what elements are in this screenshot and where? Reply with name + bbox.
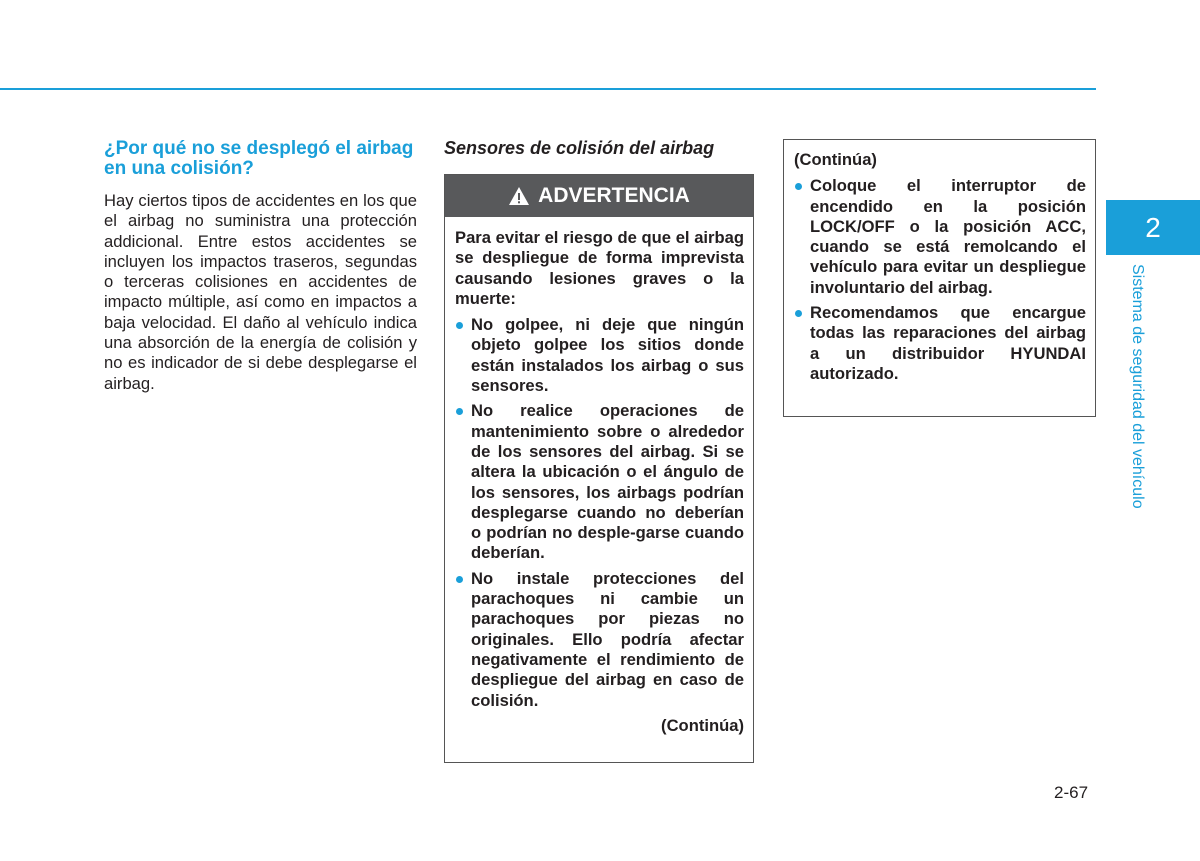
continues-label: (Continúa) (661, 715, 744, 735)
sensors-section-title: Sensores de colisión del airbag (444, 138, 715, 158)
column-why-airbag-not-deployed (104, 139, 417, 394)
page-number: 2-67 (1054, 783, 1089, 802)
continued-header: (Continúa) (794, 150, 877, 169)
warning-label: ADVERTENCIA (538, 184, 690, 207)
warning-content (445, 217, 753, 736)
warning-bullet: No instale protecciones del parachoques ni cambie un parachoques por piezas no originales. Ello podría afectar negativamente el rendimiento de despliegue del airbag en caso de colisión. (455, 569, 744, 711)
body-paragraph: Hay ciertos tipos de accidentes en los que el airbag no suministra una protección addicional. Entre estos accidentes se incluyen los impactos traseros, segundas o terceras colisiones en accidentes de impacto múltiple, así como en impactos a baja velocidad. El daño al vehículo indica una absorción de la energía de colisión y no es indicador de si debe desplegarse el airbag. (104, 191, 417, 393)
warning-intro: Para evitar el riesgo de que el airbag se despliegue de forma imprevista causando lesiones graves o la muerte: (455, 228, 744, 308)
chapter-tab: 2 (1106, 200, 1200, 255)
continued-bullet: Recomendamos que encargue todas las reparaciones del airbag a un distribuidor HYUNDAI autorizado. (794, 303, 1086, 384)
warning-header (445, 175, 753, 217)
continued-warning-box (783, 139, 1096, 417)
warning-bullet: No golpee, ni deje que ningún objeto golpee los sitios donde están instalados los airbag o sus sensores. (455, 315, 744, 396)
warning-bullet: No realice operaciones de mantenimiento sobre o alrededor de los sensores del airbag. Si se altera la ubicación o el ángulo de los sensores, los airbags podrían desplegarse cuando no deberían o podrían no desple-garse cuando deberían. (455, 401, 744, 563)
warning-box (444, 174, 754, 763)
section-heading: ¿Por qué no se desplegó el airbag en una colisión? (104, 138, 414, 179)
warning-triangle-icon (508, 186, 530, 206)
header-rule (0, 88, 1096, 90)
chapter-side-label: Sistema de seguridad del vehículo (1129, 264, 1146, 509)
continued-bullet: Coloque el interruptor de encendido en la posición LOCK/OFF o la posición ACC, cuando se está remolcando el vehículo para evitar un despliegue involuntario del airbag. (794, 176, 1086, 298)
